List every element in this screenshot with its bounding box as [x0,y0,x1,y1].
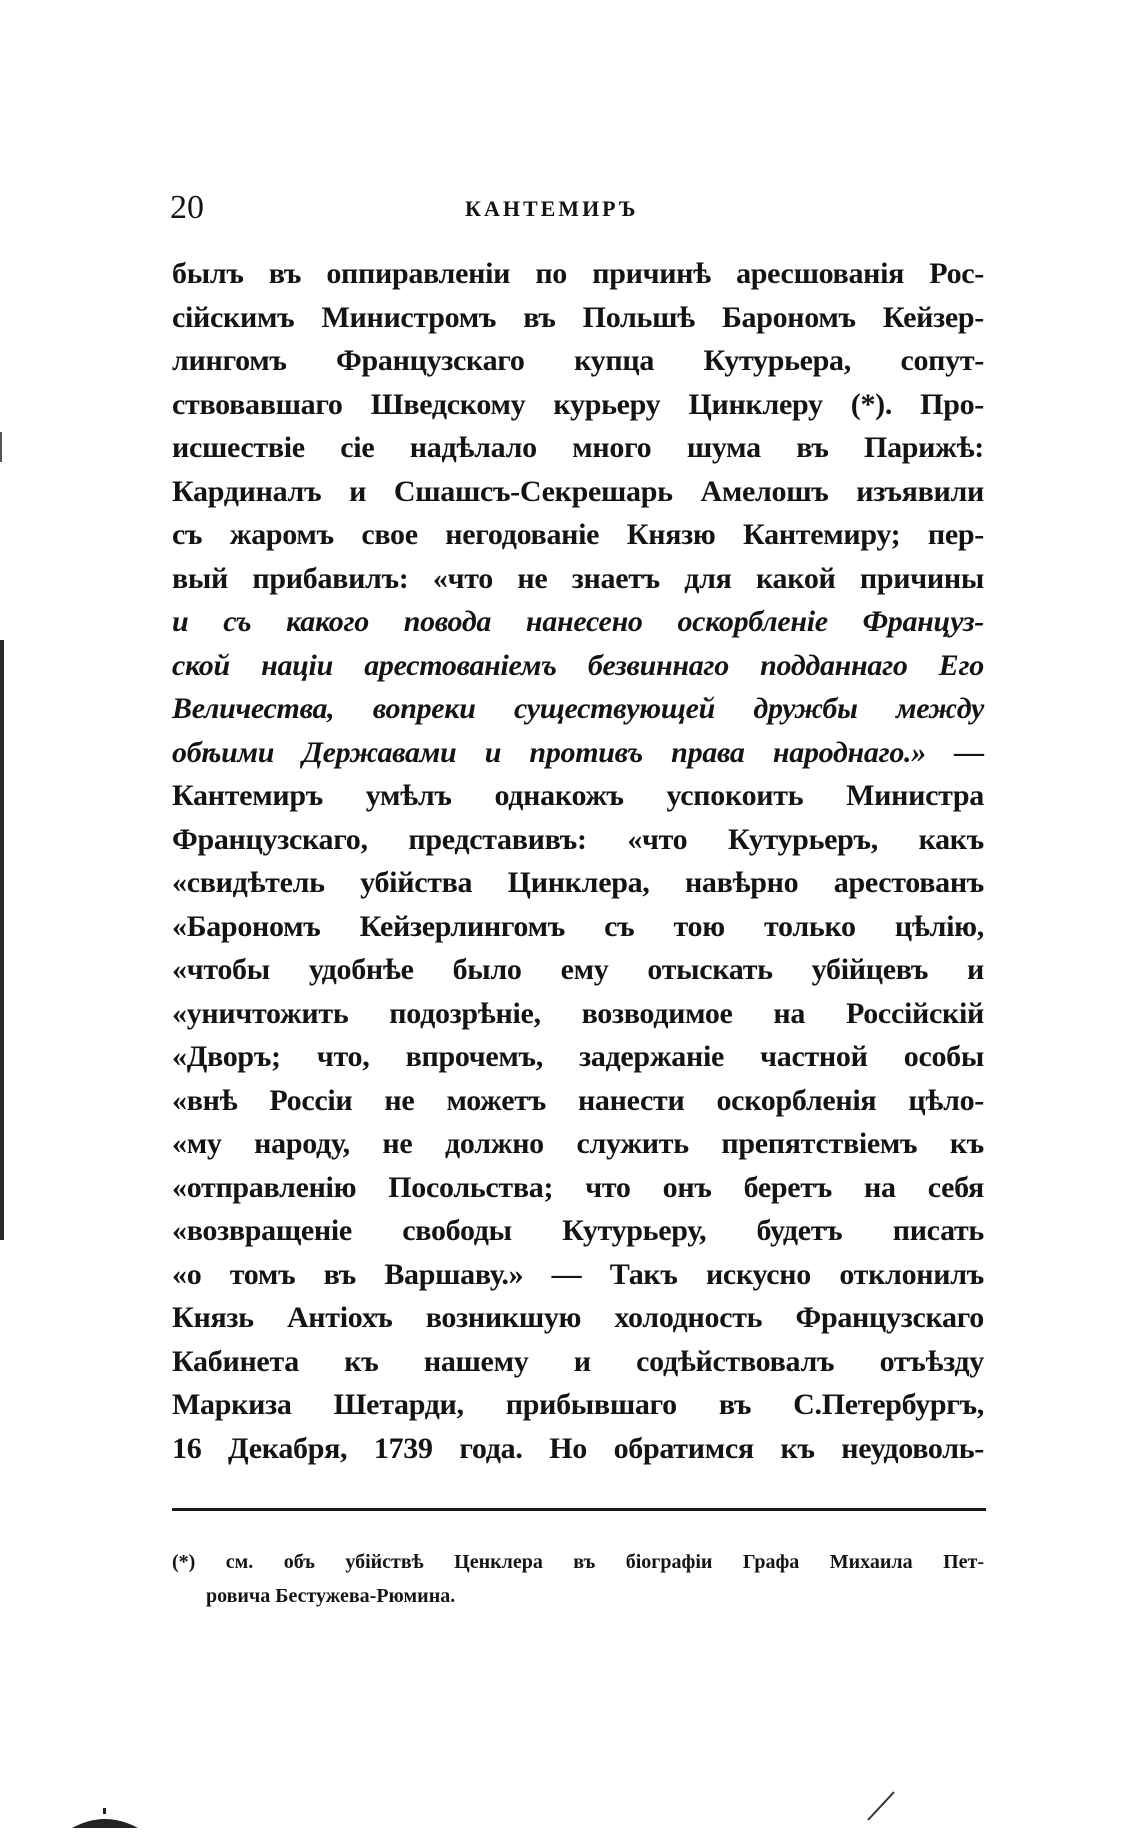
text-line: «внѣ Россіи не можетъ нанести оскорбленія цѣло- [172,1083,984,1117]
text-line: «му народу, не должно служить препятствіемъ къ [172,1127,984,1160]
footnote-divider [172,1508,986,1511]
footnote-line: (*) см. объ убійствѣ Ценклера въ біографіи Графа Михаила Пет- [172,1551,984,1573]
text-line: обѣими Державами и противъ права народнаго.» — [172,735,984,769]
text-line: Маркиза Шетарди, прибывшаго въ С.Петербургъ, [172,1388,984,1421]
text-line: Кантемиръ умѣлъ однакожъ успокоить Министра [172,779,984,812]
footnote-line: ровича Бестужева-Рюмина. [206,1585,456,1607]
pencil-mark-icon [862,1788,898,1824]
ornament-icon [70,1808,140,1830]
text-line: Кабинета къ нашему и содѣйствовалъ отъѣзду [172,1344,984,1378]
text-line: исшествіе сіе надѣлало много шума въ Парижѣ: [172,431,984,464]
running-head: КАНТЕМИРЪ [465,196,639,221]
text-line: «Барономъ Кейзерлингомъ съ тою только цѣлію, [172,909,984,943]
text-line: «свидѣтель убійства Цинклера, навѣрно арестованъ [172,866,984,899]
text-line: Кардиналъ и Сшашсъ-Секрешарь Амелошъ изъявили [172,474,984,508]
text-line: «уничтожить подозрѣніе, возводимое на Россійскій [172,996,984,1030]
footnote [172,1545,984,1613]
margin-mark [0,432,2,462]
text-line: Французскаго, представивъ: «что Кутурьеръ, какъ [172,822,984,856]
margin-scan-edge [0,640,4,1240]
page-header [170,188,980,238]
page-number: 20 [170,189,204,226]
text-line: ствовавшаго Шведскому курьеру Цинклеру (*). Про- [172,387,984,421]
text-line: Величества, вопреки существующей дружбы между [172,692,984,725]
text-line: ской націи арестованіемъ безвиннаго подданнаго Его [172,648,984,682]
text-line: «о томъ въ Варшаву.» — Такъ искусно отклонилъ [172,1257,984,1291]
text-line: былъ въ оппиравленіи по причинѣ аресшованія Рос- [172,257,984,290]
text-line: Князь Антіохъ возникшую холодность Французскаго [172,1301,984,1334]
text-line: и съ какого повода нанесено оскорбленіе Француз- [172,605,984,638]
text-line: вый прибавилъ: «что не знаетъ для какой причины [172,561,984,595]
text-line: сійскимъ Министромъ въ Польшѣ Барономъ Кейзер- [172,300,984,334]
text-line: «отправленію Посольства; что онъ беретъ на себя [172,1170,984,1204]
text-line: «чтобы удобнѣе было ему отыскать убійцевъ и [172,953,984,986]
text-line: лингомъ Французскаго купца Кутурьера, сопут- [172,344,984,377]
text-line: «Дворъ; что, впрочемъ, задержаніе частной особы [172,1040,984,1073]
text-line: 16 Декабря, 1739 года. Но обратимся къ неудоволь- [172,1431,984,1465]
body-text [172,252,984,1470]
text-line: съ жаромъ свое негодованіе Князю Кантемиру; пер- [172,518,984,551]
text-line: «возвращеніе свободы Кутурьеру, будетъ писать [172,1214,984,1247]
